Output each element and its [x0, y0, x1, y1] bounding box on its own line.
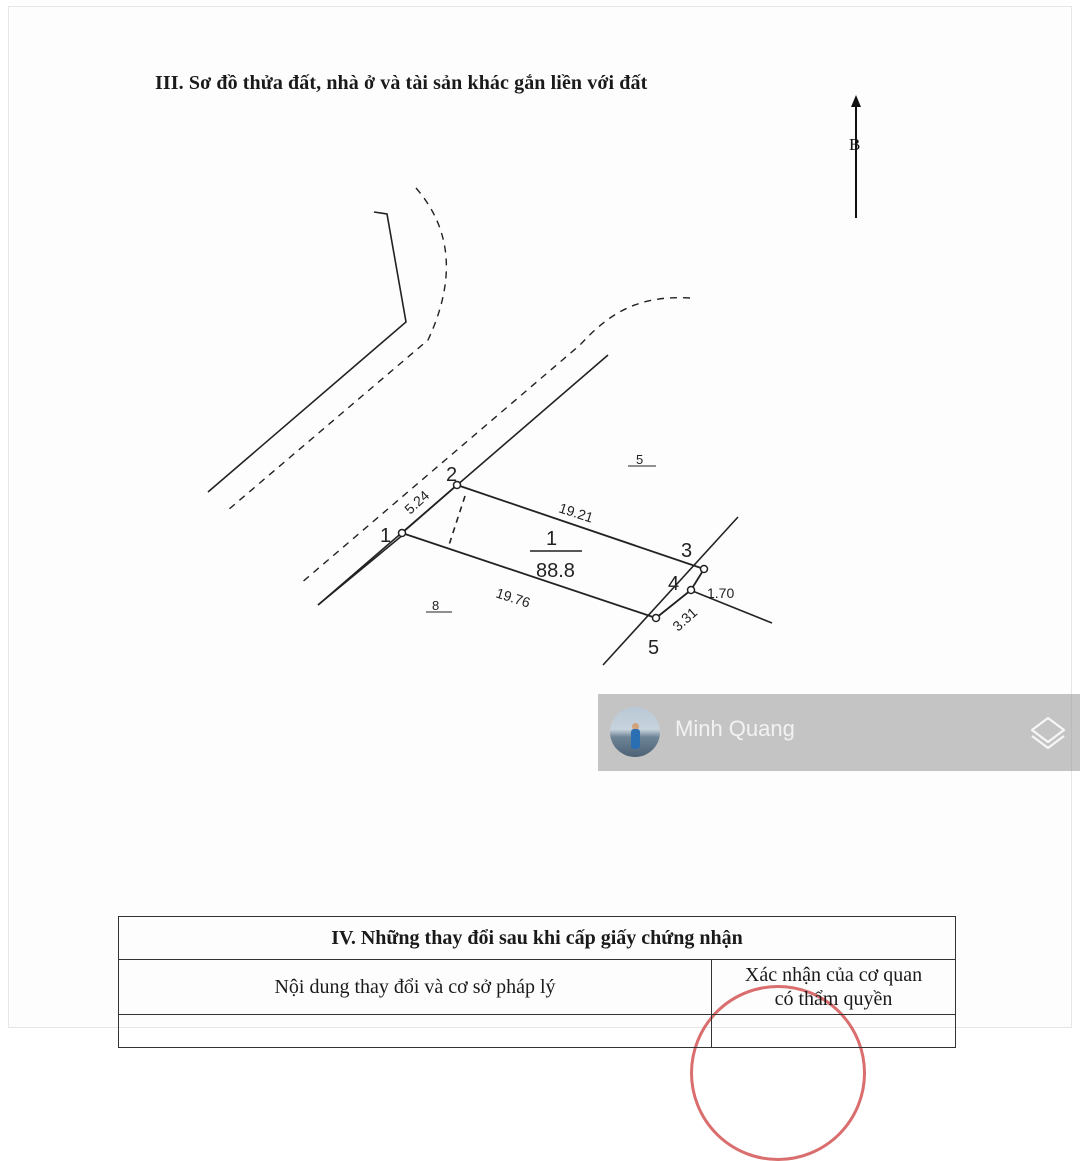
- table-row: [119, 1015, 712, 1048]
- point-label-3: 3: [681, 540, 693, 562]
- table-row: [712, 1015, 956, 1048]
- point-label-2: 2: [446, 464, 458, 486]
- edge-length-4-5: 3.31: [669, 604, 701, 635]
- section-title: III. Sơ đồ thửa đất, nhà ở và tài sản khác gắn liền với đất: [155, 72, 648, 94]
- neighbor-parcel-8: 8: [432, 598, 440, 613]
- point-label-4: 4: [668, 573, 680, 595]
- changes-table: [118, 916, 956, 1048]
- neighbor-parcel-5: 5: [636, 452, 644, 467]
- changes-table-title: IV. Những thay đổi sau khi cấp giấy chứng nhận: [119, 917, 956, 960]
- photo-attribution-bar: [598, 694, 1080, 771]
- setback-line: [448, 496, 465, 548]
- north-arrow-label: B: [849, 135, 861, 154]
- column-header-confirmation-line2: có thẩm quyền: [774, 988, 893, 1010]
- column-header-content: Nội dung thay đổi và cơ sở pháp lý: [119, 960, 712, 1015]
- layers-icon: [1028, 714, 1068, 754]
- avatar[interactable]: [610, 707, 660, 757]
- column-header-confirmation: [712, 960, 956, 1015]
- edge-length-3-4: 1.70: [707, 585, 735, 601]
- point-label-1: 1: [380, 525, 392, 547]
- parcel-area: 88.8: [536, 560, 575, 582]
- point-label-5: 5: [648, 637, 660, 659]
- column-header-confirmation-line1: Xác nhận của cơ quan: [744, 964, 923, 986]
- author-name[interactable]: Minh Quang: [675, 716, 795, 741]
- edge-length-2-3: 19.21: [557, 499, 596, 526]
- north-arrow-icon: [851, 95, 861, 218]
- parcel-number: 1: [546, 528, 558, 550]
- edge-length-1-2: 5.24: [401, 487, 433, 518]
- edge-length-5-1: 19.76: [494, 584, 533, 611]
- road-dashed-edges: [228, 188, 693, 584]
